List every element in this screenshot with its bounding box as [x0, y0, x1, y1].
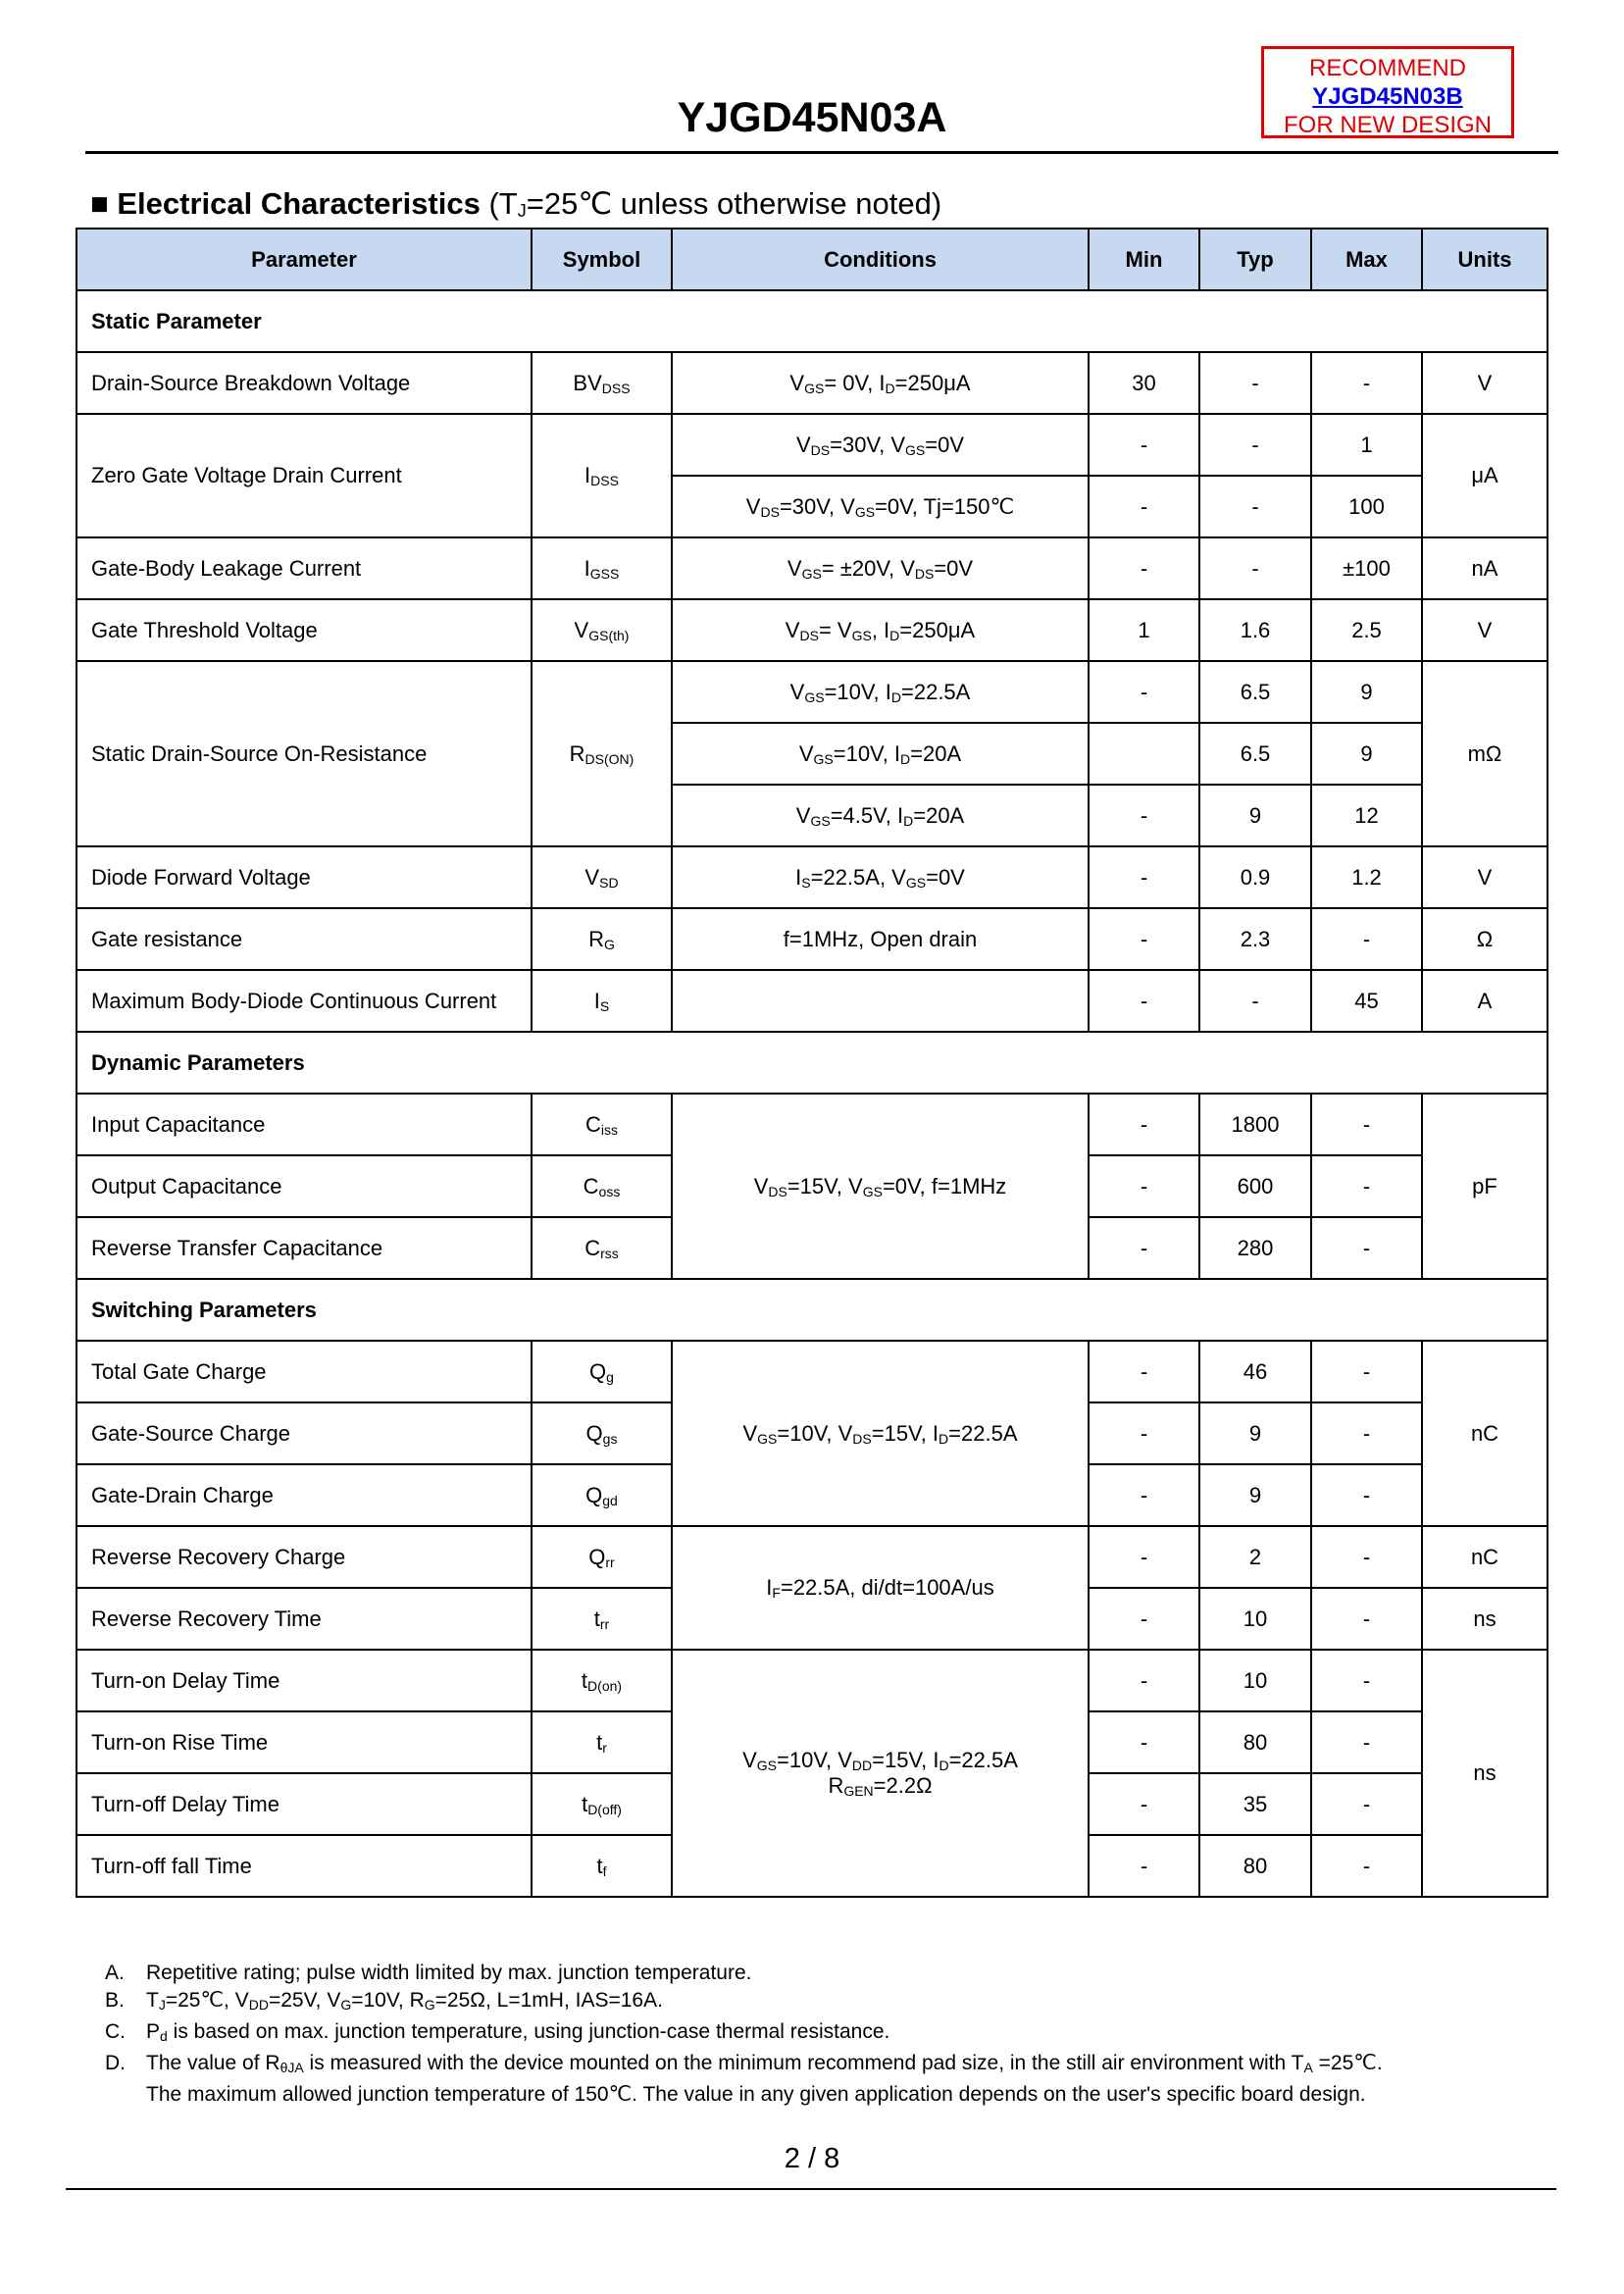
symbol-cell: $I_{DSS}$	[532, 414, 672, 537]
symbol-cell: $Q_{gs}$	[532, 1402, 672, 1464]
condition-cell: $V_{DS}=30V$, $V_{GS}=0V$, Tj=150℃	[672, 476, 1089, 537]
typ-cell: 9	[1199, 785, 1311, 846]
typ-cell: 6.5	[1199, 661, 1311, 723]
unit-cell: pF	[1422, 1094, 1548, 1279]
param-cell: Turn-on Delay Time	[76, 1650, 532, 1711]
section-conditions: ($T_J=25℃$ unless otherwise noted)	[488, 186, 942, 221]
param-cell: Drain-Source Breakdown Voltage	[76, 352, 532, 414]
param-cell: Gate Threshold Voltage	[76, 599, 532, 661]
footnotes	[105, 1960, 1383, 2109]
symbol-cell: $C_{oss}$	[532, 1155, 672, 1217]
new-design-label: FOR NEW DESIGN	[1283, 112, 1492, 138]
header-conditions: Conditions	[672, 229, 1089, 290]
symbol-cell: $I_{GSS}$	[532, 537, 672, 599]
condition-cell: $V_{DS}= V_{GS}$, $I_D=250\mu A$	[672, 599, 1089, 661]
max-cell: -	[1311, 1650, 1422, 1711]
header-symbol: Symbol	[532, 229, 672, 290]
max-cell: -	[1311, 1464, 1422, 1526]
table-row	[76, 1094, 1548, 1155]
typ-cell: -	[1199, 352, 1311, 414]
table-row	[76, 970, 1548, 1032]
section-title	[90, 186, 941, 222]
bullet-icon: ■	[90, 186, 109, 221]
min-cell: 1	[1089, 599, 1199, 661]
header-divider	[85, 151, 1558, 154]
footer-divider	[66, 2188, 1556, 2190]
param-cell: Gate-Drain Charge	[76, 1464, 532, 1526]
min-cell: -	[1089, 661, 1199, 723]
condition-cell: $V_{DS}=15V$, $V_{GS}=0V$, f=1MHz	[672, 1094, 1089, 1279]
section-row	[76, 1032, 1548, 1094]
condition-cell: $V_{DS}=30V$, $V_{GS}=0V$	[672, 414, 1089, 476]
typ-cell: 2	[1199, 1526, 1311, 1588]
table-row	[76, 1341, 1548, 1402]
table-row	[76, 1526, 1548, 1588]
max-cell: -	[1311, 1773, 1422, 1835]
section-dynamic: Dynamic Parameters	[76, 1032, 1548, 1094]
max-cell: -	[1311, 1341, 1422, 1402]
section-switching: Switching Parameters	[76, 1279, 1548, 1341]
table-row	[76, 1650, 1548, 1711]
min-cell: -	[1089, 1402, 1199, 1464]
symbol-cell: $t_{D(off)}$	[532, 1773, 672, 1835]
typ-cell: -	[1199, 414, 1311, 476]
section-heading: Electrical Characteristics	[117, 186, 481, 221]
max-cell: ±100	[1311, 537, 1422, 599]
table-row	[76, 846, 1548, 908]
param-cell: Total Gate Charge	[76, 1341, 532, 1402]
typ-cell: 80	[1199, 1835, 1311, 1897]
table-header-row	[76, 229, 1548, 290]
condition-cell: $V_{GS}=4.5V$, $I_D=20A$	[672, 785, 1089, 846]
max-cell: -	[1311, 352, 1422, 414]
param-cell: Reverse Recovery Time	[76, 1588, 532, 1650]
min-cell: 30	[1089, 352, 1199, 414]
typ-cell: 80	[1199, 1711, 1311, 1773]
max-cell: -	[1311, 1526, 1422, 1588]
header-max: Max	[1311, 229, 1422, 290]
min-cell: -	[1089, 1464, 1199, 1526]
max-cell: 9	[1311, 661, 1422, 723]
param-cell: Maximum Body-Diode Continuous Current	[76, 970, 532, 1032]
max-cell: 12	[1311, 785, 1422, 846]
max-cell: -	[1311, 1588, 1422, 1650]
max-cell: 2.5	[1311, 599, 1422, 661]
max-cell: -	[1311, 908, 1422, 970]
min-cell: -	[1089, 1341, 1199, 1402]
section-row	[76, 290, 1548, 352]
page-number: 2 / 8	[784, 2143, 840, 2174]
min-cell: -	[1089, 1650, 1199, 1711]
max-cell: -	[1311, 1835, 1422, 1897]
unit-cell: mΩ	[1422, 661, 1548, 846]
max-cell: 1.2	[1311, 846, 1422, 908]
unit-cell: ns	[1422, 1650, 1548, 1897]
typ-cell: 6.5	[1199, 723, 1311, 785]
param-cell: Turn-off fall Time	[76, 1835, 532, 1897]
symbol-cell: $Q_{gd}$	[532, 1464, 672, 1526]
typ-cell: 9	[1199, 1402, 1311, 1464]
min-cell: -	[1089, 1588, 1199, 1650]
section-static: Static Parameter	[76, 290, 1548, 352]
unit-cell: ns	[1422, 1588, 1548, 1650]
min-cell: -	[1089, 1526, 1199, 1588]
electrical-characteristics-table	[76, 228, 1548, 1898]
condition-cell: $V_{GS}=10V$, $I_D=20A$	[672, 723, 1089, 785]
min-cell: -	[1089, 414, 1199, 476]
symbol-cell: $t_{D(on)}$	[532, 1650, 672, 1711]
unit-cell: nA	[1422, 537, 1548, 599]
typ-cell: -	[1199, 537, 1311, 599]
unit-cell: nC	[1422, 1526, 1548, 1588]
symbol-cell: $V_{GS(th)}$	[532, 599, 672, 661]
condition-cell: $V_{GS}=10V$, $V_{DS}=15V$, $I_D=22.5A$	[672, 1341, 1089, 1526]
symbol-cell: $R_G$	[532, 908, 672, 970]
unit-cell: μA	[1422, 414, 1548, 537]
typ-cell: 1800	[1199, 1094, 1311, 1155]
min-cell: -	[1089, 970, 1199, 1032]
unit-cell: V	[1422, 599, 1548, 661]
param-cell: Output Capacitance	[76, 1155, 532, 1217]
typ-cell: 0.9	[1199, 846, 1311, 908]
typ-cell: 600	[1199, 1155, 1311, 1217]
footnote-a: A. Repetitive rating; pulse width limited by max. junction temperature.	[105, 1962, 752, 1984]
min-cell: -	[1089, 537, 1199, 599]
symbol-cell: $t_{rr}$	[532, 1588, 672, 1650]
min-cell: -	[1089, 785, 1199, 846]
max-cell: -	[1311, 1094, 1422, 1155]
param-cell: Diode Forward Voltage	[76, 846, 532, 908]
symbol-cell: $R_{DS(ON)}$	[532, 661, 672, 846]
max-cell: 100	[1311, 476, 1422, 537]
condition-cell: $I_F=22.5A$, di/dt=100A/us	[672, 1526, 1089, 1650]
param-cell: Gate-Body Leakage Current	[76, 537, 532, 599]
condition-cell: $I_S=22.5A$, $V_{GS}=0V$	[672, 846, 1089, 908]
min-cell: -	[1089, 1711, 1199, 1773]
min-cell: -	[1089, 1094, 1199, 1155]
max-cell: -	[1311, 1711, 1422, 1773]
unit-cell: Ω	[1422, 908, 1548, 970]
symbol-cell: $t_r$	[532, 1711, 672, 1773]
min-cell: -	[1089, 476, 1199, 537]
min-cell	[1089, 723, 1199, 785]
typ-cell: -	[1199, 476, 1311, 537]
typ-cell: 35	[1199, 1773, 1311, 1835]
table-row	[76, 908, 1548, 970]
param-cell: Reverse Transfer Capacitance	[76, 1217, 532, 1279]
typ-cell: 280	[1199, 1217, 1311, 1279]
max-cell: -	[1311, 1402, 1422, 1464]
typ-cell: 10	[1199, 1650, 1311, 1711]
max-cell: -	[1311, 1217, 1422, 1279]
min-cell: -	[1089, 1835, 1199, 1897]
header-parameter: Parameter	[76, 229, 532, 290]
min-cell: -	[1089, 1773, 1199, 1835]
condition-cell: $V_{GS}= \pm 20V$, $V_{DS}=0V$	[672, 537, 1089, 599]
header-typ: Typ	[1199, 229, 1311, 290]
condition-cell: $V_{GS}= 0V$, $I_D=250\mu A$	[672, 352, 1089, 414]
unit-cell: nC	[1422, 1341, 1548, 1526]
max-cell: 1	[1311, 414, 1422, 476]
symbol-cell: $C_{rss}$	[532, 1217, 672, 1279]
param-cell: Turn-off Delay Time	[76, 1773, 532, 1835]
footnote-d: D. The value of $R_{\theta JA}$ is measured with the device mounted on the minimum recommend pad size, in the still air environment with $T_A$ =25℃.	[105, 2052, 1383, 2075]
max-cell: -	[1311, 1155, 1422, 1217]
symbol-cell: $BV_{DSS}$	[532, 352, 672, 414]
table-row	[76, 537, 1548, 599]
param-cell: Zero Gate Voltage Drain Current	[76, 414, 532, 537]
min-cell: -	[1089, 1217, 1199, 1279]
typ-cell: 1.6	[1199, 599, 1311, 661]
param-cell: Reverse Recovery Charge	[76, 1526, 532, 1588]
min-cell: -	[1089, 1155, 1199, 1217]
table-row	[76, 414, 1548, 476]
typ-cell: 10	[1199, 1588, 1311, 1650]
symbol-cell: $t_f$	[532, 1835, 672, 1897]
max-cell: 9	[1311, 723, 1422, 785]
min-cell: -	[1089, 908, 1199, 970]
min-cell: -	[1089, 846, 1199, 908]
header-units: Units	[1422, 229, 1548, 290]
param-cell: Gate resistance	[76, 908, 532, 970]
symbol-cell: $V_{SD}$	[532, 846, 672, 908]
document-title: YJGD45N03A	[677, 94, 947, 141]
typ-cell: 2.3	[1199, 908, 1311, 970]
symbol-cell: $I_S$	[532, 970, 672, 1032]
symbol-cell: $C_{iss}$	[532, 1094, 672, 1155]
condition-cell: $V_{GS}=10V$, $V_{DD}=15V$, $I_D=22.5A$ $R_{GEN}=2.2\Omega$	[672, 1650, 1089, 1897]
param-cell: Input Capacitance	[76, 1094, 532, 1155]
condition-cell	[672, 970, 1089, 1032]
footnote-c: C. $P_d$ is based on max. junction temperature, using junction-case thermal resistance.	[105, 2020, 890, 2044]
recommend-label: RECOMMEND	[1309, 55, 1466, 81]
param-cell: Gate-Source Charge	[76, 1402, 532, 1464]
typ-cell: -	[1199, 970, 1311, 1032]
param-cell: Turn-on Rise Time	[76, 1711, 532, 1773]
footnote-d-continued: The maximum allowed junction temperature of 150℃. The value in any given application depends on the user's specific board design.	[146, 2083, 1366, 2106]
unit-cell: V	[1422, 846, 1548, 908]
typ-cell: 46	[1199, 1341, 1311, 1402]
unit-cell: V	[1422, 352, 1548, 414]
max-cell: 45	[1311, 970, 1422, 1032]
table-row	[76, 352, 1548, 414]
condition-cell: $V_{GS}=10V$, $I_D=22.5A$	[672, 661, 1089, 723]
footnote-b: B. $T_J=25℃$, $V_{DD}=25V$, $V_G=10V$, $R_G=25\Omega$, L=1mH, IAS=16A.	[105, 1989, 663, 2013]
table-row	[76, 661, 1548, 723]
condition-cell: f=1MHz, Open drain	[672, 908, 1089, 970]
section-row	[76, 1279, 1548, 1341]
recommend-part-link[interactable]: YJGD45N03B	[1312, 83, 1463, 110]
typ-cell: 9	[1199, 1464, 1311, 1526]
table-row	[76, 599, 1548, 661]
header-min: Min	[1089, 229, 1199, 290]
symbol-cell: $Q_{rr}$	[532, 1526, 672, 1588]
param-cell: Static Drain-Source On-Resistance	[76, 661, 532, 846]
unit-cell: A	[1422, 970, 1548, 1032]
symbol-cell: $Q_g$	[532, 1341, 672, 1402]
